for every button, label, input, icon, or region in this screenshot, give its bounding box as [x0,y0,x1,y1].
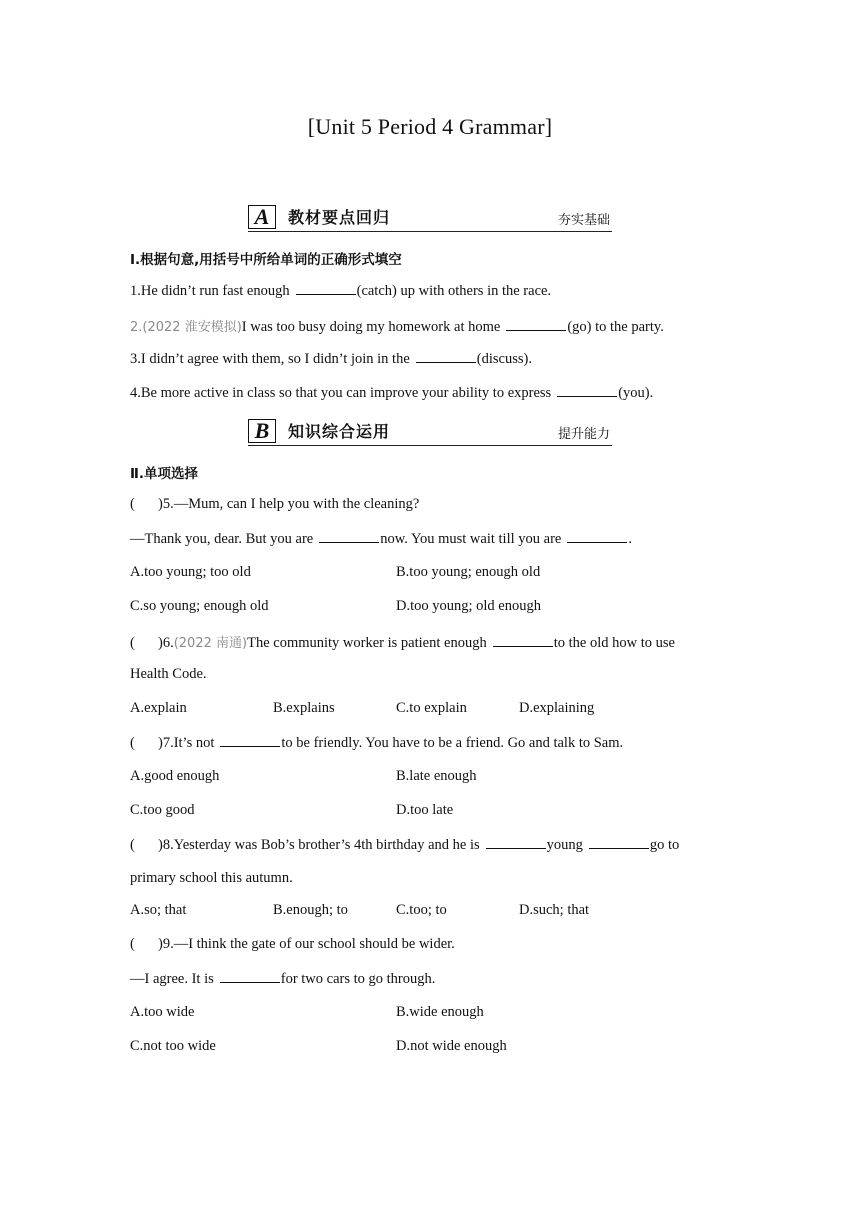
option-9a[interactable]: A.too wide [130,1004,195,1020]
answer-blank[interactable] [220,734,280,747]
answer-blank[interactable] [557,384,617,397]
answer-blank[interactable] [296,282,356,295]
option-9b[interactable]: B.wide enough [396,1004,484,1020]
banner-badge-b: B [248,419,276,443]
option-5a[interactable]: A.too young; too old [130,564,251,580]
option-9c[interactable]: C.not too wide [130,1038,216,1054]
banner-right-a: 夯实基础 [557,213,610,228]
banner-title-a: 教材要点回归 [288,208,391,227]
answer-blank[interactable] [589,836,649,849]
fill-item-4: 4.Be more active in class so that you can improve your ability to express (you). [130,385,654,401]
answer-blank[interactable] [220,970,280,983]
question-6-cont: Health Code. [130,666,207,682]
question-7: ( )7.It’s not to be friendly. You have to be a friend. Go and talk to Sam. [130,735,624,751]
option-5b[interactable]: B.too young; enough old [396,564,541,580]
option-5c[interactable]: C.so young; enough old [130,598,269,614]
page-title: [Unit 5 Period 4 Grammar] [307,114,553,139]
source-note: (2022 南通) [173,636,248,651]
option-6a[interactable]: A.explain [130,700,187,716]
option-7a[interactable]: A.good enough [130,768,220,784]
source-note: 2.(2022 淮安模拟) [130,320,242,335]
answer-blank[interactable] [319,530,379,543]
question-5: ( )5.—Mum, can I help you with the cleaning? [130,496,420,512]
option-7b[interactable]: B.late enough [396,768,477,784]
option-7d[interactable]: D.too late [396,802,454,818]
option-6d[interactable]: D.explaining [519,700,595,716]
fill-item-1: 1.He didn’t run fast enough (catch) up with others in the race. [130,283,552,299]
banner-right-b: 提升能力 [557,427,610,442]
section-banner-b [248,416,612,446]
option-7c[interactable]: C.too good [130,802,195,818]
answer-blank[interactable] [486,836,546,849]
option-8a[interactable]: A.so; that [130,902,187,918]
answer-blank[interactable] [416,350,476,363]
answer-blank[interactable] [567,530,627,543]
question-6: ( )6.(2022 南通)The community worker is patient enough to the old how to use [130,635,675,651]
option-8b[interactable]: B.enough; to [273,902,348,918]
banner-title-b: 知识综合运用 [288,422,391,441]
option-9d[interactable]: D.not wide enough [396,1038,507,1054]
option-6c[interactable]: C.to explain [396,700,467,716]
option-5d[interactable]: D.too young; old enough [396,598,541,614]
section-banner-a [248,202,612,232]
option-8c[interactable]: C.too; to [396,902,447,918]
answer-blank[interactable] [506,318,566,331]
question-5-response: —Thank you, dear. But you are now. You must wait till you are . [130,531,632,547]
question-9: ( )9.—I think the gate of our school should be wider. [130,936,455,952]
fill-item-2: 2.(2022 淮安模拟)I was too busy doing my homework at home (go) to the party. [130,319,664,335]
question-9-response: —I agree. It is for two cars to go through. [130,971,436,987]
section2-heading: Ⅱ.单项选择 [130,466,199,482]
option-6b[interactable]: B.explains [273,700,335,716]
answer-blank[interactable] [493,634,553,647]
question-8-cont: primary school this autumn. [130,870,293,886]
section1-heading: Ⅰ.根据句意,用括号中所给单词的正确形式填空 [130,252,402,268]
option-8d[interactable]: D.such; that [519,902,590,918]
fill-item-3: 3.I didn’t agree with them, so I didn’t join in the (discuss). [130,351,532,367]
banner-badge-a: A [248,205,276,229]
question-8: ( )8.Yesterday was Bob’s brother’s 4th birthday and he is young go to [130,837,680,853]
